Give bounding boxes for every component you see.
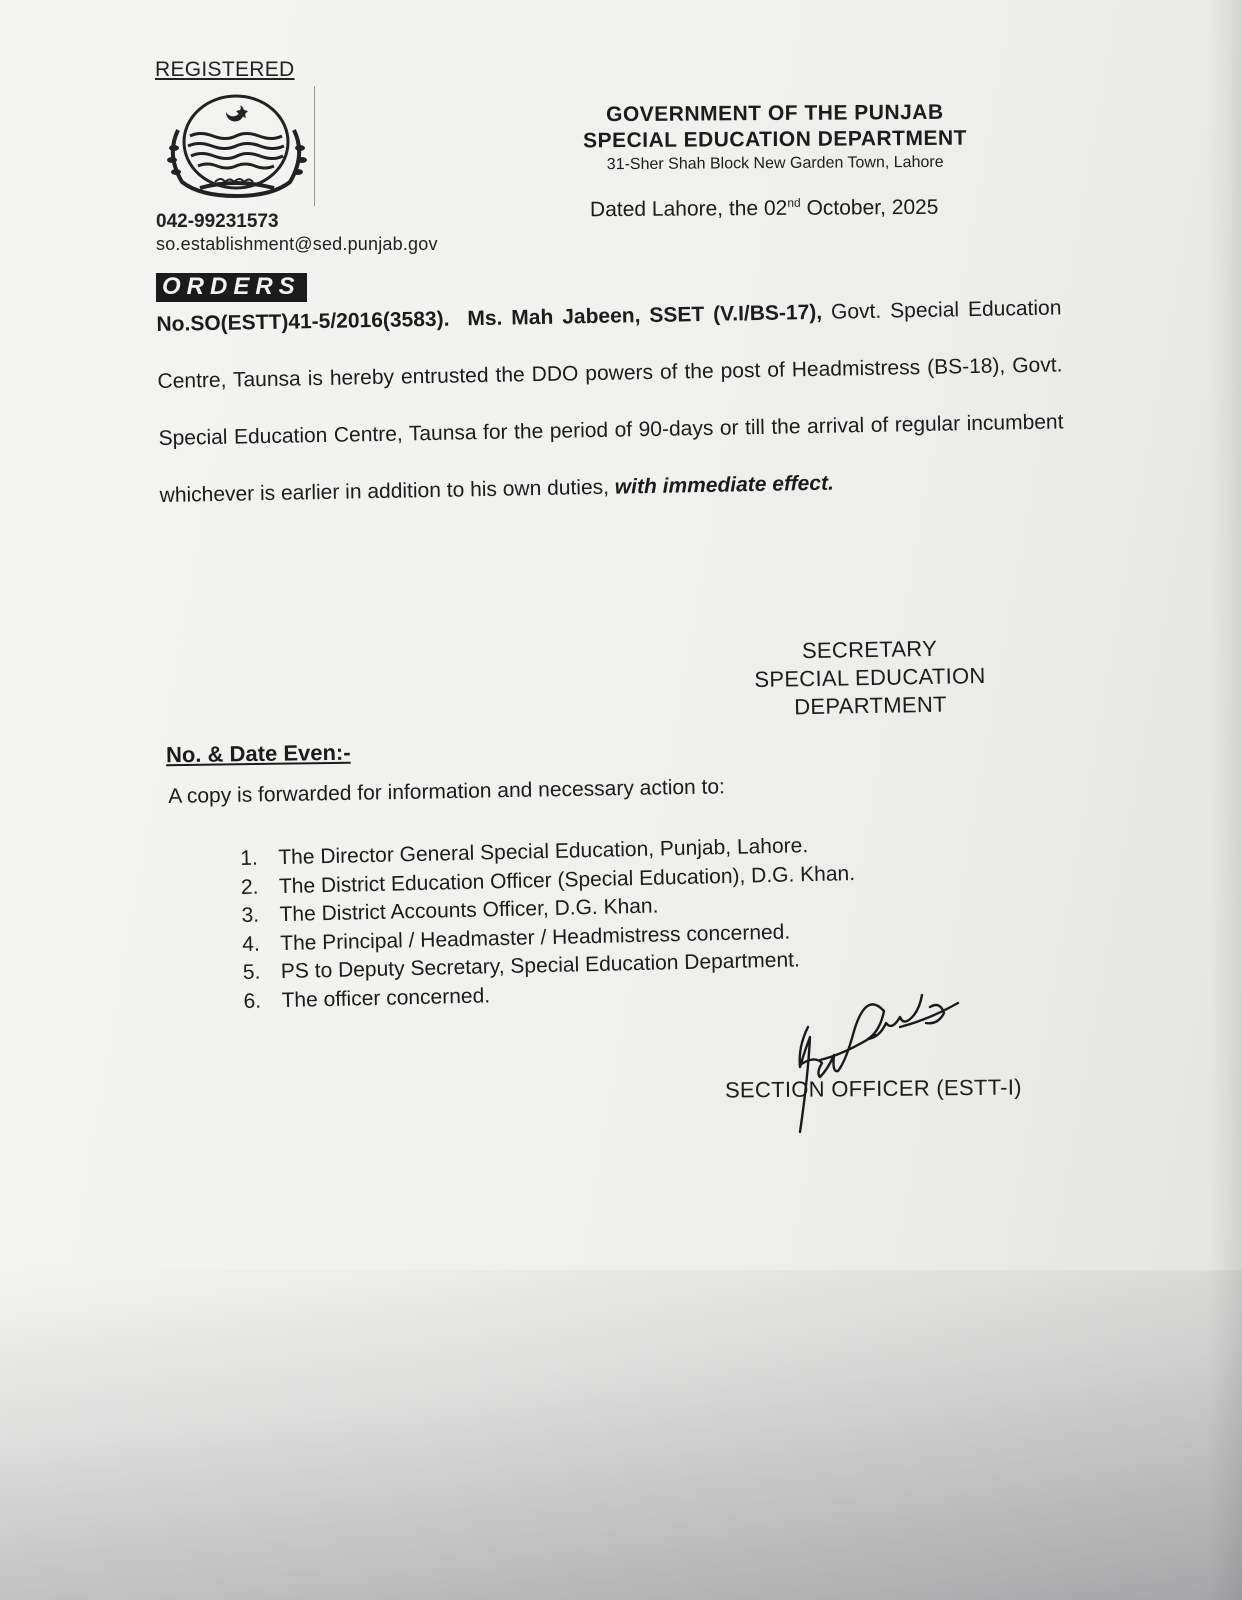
email-address: so.establishment@sed.punjab.gov xyxy=(156,234,438,254)
department-title: SPECIAL EDUCATION DEPARTMENT xyxy=(583,126,968,153)
order-emphasis: with immediate effect. xyxy=(614,471,835,499)
dated-rest: October, 2025 xyxy=(800,195,939,220)
dated-suffix: nd xyxy=(787,195,801,210)
letterhead xyxy=(545,100,1005,174)
secretary-line2: SPECIAL EDUCATION xyxy=(754,662,986,693)
bottom-shadow xyxy=(0,1270,1242,1600)
order-body xyxy=(156,279,1065,524)
list-item: 4. The Principal / Headmaster / Headmistress concerned. xyxy=(241,920,791,956)
punjab-emblem-icon xyxy=(160,90,314,202)
government-title: GOVERNMENT OF THE PUNJAB xyxy=(605,100,944,127)
dated-prefix: Dated Lahore, the 02 xyxy=(589,196,788,222)
phone-number: 042-99231573 xyxy=(156,211,279,232)
signature-icon xyxy=(780,965,980,1135)
orders-heading: ORDERS xyxy=(156,273,307,302)
list-item: 2. The District Education Officer (Special Education), D.G. Khan. xyxy=(240,861,856,899)
no-date-even: No. & Date Even:- xyxy=(165,739,351,768)
logo-divider xyxy=(314,86,315,206)
list-item: 5. PS to Deputy Secretary, Special Education Department. xyxy=(242,948,801,984)
section-officer-title: SECTION OFFICER (ESTT-I) xyxy=(724,1074,1022,1103)
secretary-line1: SECRETARY xyxy=(801,635,938,664)
department-address: 31-Sher Shah Block New Garden Town, Lahore xyxy=(606,153,944,174)
secretary-line3: DEPARTMENT xyxy=(794,691,947,720)
order-text: Govt. Special Education Centre, Taunsa is hereby entrusted the DDO powers of the post of Headmistress (BS-18), Govt. Special Education Centre, Taunsa for the period of 90-days or till the arrival of regular incumbent whichever is earlier in addition to his own duties, xyxy=(157,296,1064,507)
secretary-block xyxy=(734,634,1005,723)
list-item: 3. The District Accounts Officer, D.G. Khan. xyxy=(241,894,659,927)
page-edge-shadow xyxy=(1208,0,1242,1600)
list-item: 1. The Director General Special Education, Punjab, Lahore. xyxy=(240,834,809,870)
registered-label: REGISTERED xyxy=(155,58,295,81)
forward-text: A copy is forwarded for information and necessary action to: xyxy=(168,775,726,808)
recipients-list xyxy=(240,831,858,1016)
order-number: No.SO(ESTT)41-5/2016(3583). xyxy=(156,307,450,336)
officer-name: Ms. Mah Jabeen, SSET (V.I/BS-17), xyxy=(467,300,823,331)
dated-line xyxy=(590,195,939,222)
list-item: 6. The officer concerned. xyxy=(243,983,491,1013)
